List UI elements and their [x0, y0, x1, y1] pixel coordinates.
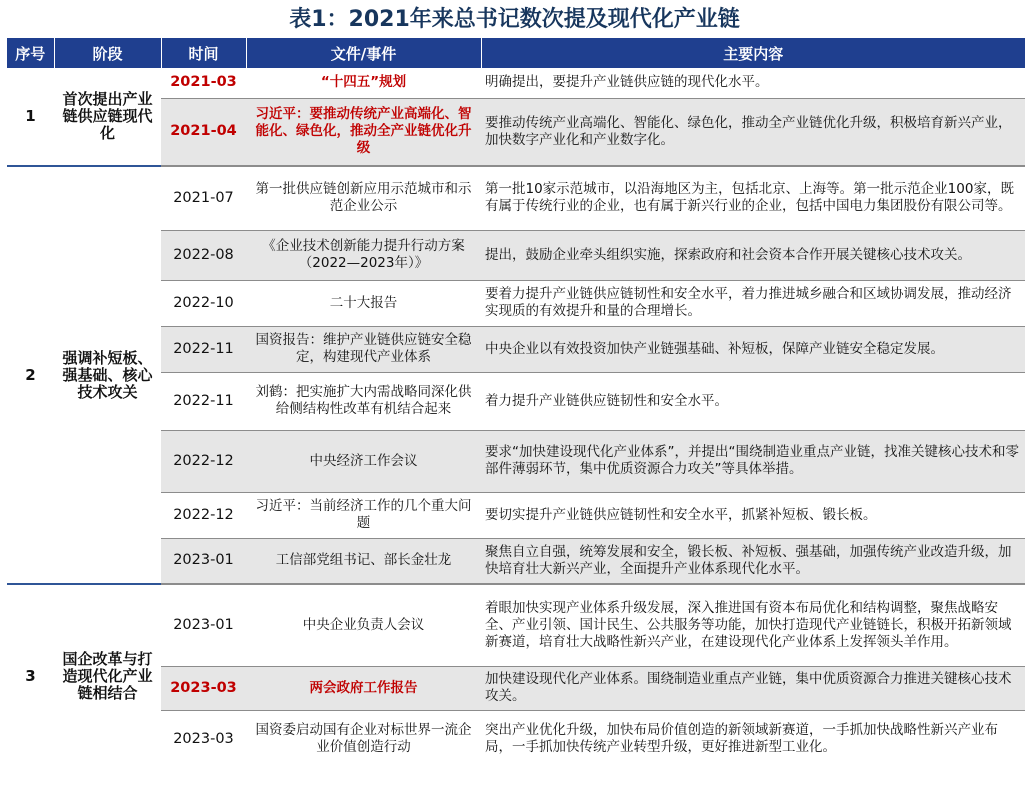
group-number: 2: [7, 166, 54, 584]
row-event: 二十大报告: [246, 280, 481, 326]
row-time: 2022-12: [161, 492, 246, 538]
group-stage: 强调补短板、强基础、核心技术攻关: [54, 166, 161, 584]
header-no: 序号: [7, 38, 54, 68]
row-event: 国资委启动国有企业对标世界一流企业价值创造行动: [255, 722, 472, 756]
row-time: 2022-12: [161, 430, 246, 492]
row-content: 突出产业优化升级，加快布局价值创造的新领域新赛道，一手抓加快战略性新兴产业布局，一手抓加快传统产业转型升级，更好推进新型工业化。: [485, 722, 998, 756]
row-event: 习近平：要推动传统产业高端化、智能化、绿色化，推动全产业链优化升级: [246, 98, 481, 166]
row-content: 着眼加快实现产业体系升级发展，深入推进国有资本布局优化和结构调整，聚焦战略安全、产业引领、国计民生、公共服务等功能，加快打造现代产业链链长，积极开拓新领域新赛道，培育壮大战略性新兴产业，在建设现代化产业体系上发挥领头羊作用。: [481, 584, 1025, 666]
group-number: 3: [7, 584, 54, 768]
row-content: 明确提出，要提升产业链供应链的现代化水平。: [481, 68, 1025, 98]
row-time: 2023-03: [161, 666, 246, 710]
row-content: 加快建设现代化产业体系。围绕制造业重点产业链，集中优质资源合力推进关键核心技术攻关。: [481, 666, 1025, 710]
row-content: 要求“加快建设现代化产业体系”，并提出“围绕制造业重点产业链，找准关键核心技术和零部件薄弱环节，集中优质资源合力攻关”等具体举措。: [481, 430, 1025, 492]
row-time: 2022-10: [161, 280, 246, 326]
row-content: 聚焦自立自强，统筹发展和安全，锻长板、补短板、强基础，加强传统产业改造升级，加快培育壮大新兴产业，全面提升产业体系现代化水平。: [481, 538, 1025, 584]
table-title: 表1：2021年来总书记数次提及现代化产业链: [289, 7, 740, 32]
row-event: 习近平：当前经济工作的几个重大问题: [246, 492, 481, 538]
row-event: 中央企业负责人会议: [246, 584, 481, 666]
row-content: 提出，鼓励企业牵头组织实施，探索政府和社会资本合作开展关键核心技术攻关。: [481, 230, 1025, 280]
row-event: 国资报告：维护产业链供应链安全稳定，构建现代产业体系: [246, 326, 481, 372]
row-time: 2023-03: [173, 730, 234, 747]
row-time: 2022-11: [161, 326, 246, 372]
row-content: 要着力提升产业链供应链韧性和安全水平，着力推进城乡融合和区域协调发展，推动经济实现质的有效提升和量的合理增长。: [481, 280, 1025, 326]
row-content: 要推动传统产业高端化、智能化、绿色化，推动全产业链优化升级，积极培育新兴产业，加快数字产业化和产业数字化。: [481, 98, 1025, 166]
table-row: [7, 68, 1025, 98]
row-event: 两会政府工作报告: [246, 666, 481, 710]
row-content: 着力提升产业链供应链韧性和安全水平。: [481, 372, 1025, 430]
table-row: [7, 584, 1025, 666]
row-time: 2022-08: [161, 230, 246, 280]
row-content: 中央企业以有效投资加快产业链强基础、补短板，保障产业链安全稳定发展。: [481, 326, 1025, 372]
row-event: 工信部党组书记、部长金壮龙: [246, 538, 481, 584]
header-content: 主要内容: [481, 38, 1025, 68]
group-number: 1: [7, 68, 54, 166]
header-event: 文件/事件: [246, 38, 481, 68]
row-event: “十四五”规划: [246, 68, 481, 98]
header-time: 时间: [161, 38, 246, 68]
table-row: [7, 166, 1025, 230]
row-event: 《企业技术创新能力提升行动方案（2022—2023年）》: [246, 230, 481, 280]
row-event: 刘鹤：把实施扩大内需战略同深化供给侧结构性改革有机结合起来: [246, 372, 481, 430]
row-time: 2022-11: [161, 372, 246, 430]
header-row: [7, 38, 1025, 68]
row-time: 2023-01: [161, 538, 246, 584]
row-time: 2021-04: [161, 98, 246, 166]
row-time: 2023-01: [161, 584, 246, 666]
row-event: 第一批供应链创新应用示范城市和示范企业公示: [246, 166, 481, 230]
row-content: 第一批10家示范城市，以沿海地区为主，包括北京、上海等。第一批示范企业100家，既有属于传统行业的企业，也有属于新兴行业的企业，包括中国电力集团股份有限公司等。: [481, 166, 1025, 230]
header-stage: 阶段: [54, 38, 161, 68]
row-content: 要切实提升产业链供应链韧性和安全水平，抓紧补短板、锻长板。: [481, 492, 1025, 538]
group-stage: 国企改革与打造现代化产业链相结合: [54, 584, 161, 768]
group-stage: 首次提出产业链供应链现代化: [54, 68, 161, 166]
row-time: 2021-03: [161, 68, 246, 98]
row-time: 2021-07: [161, 166, 246, 230]
policy-table: [7, 38, 1025, 768]
row-event: 中央经济工作会议: [246, 430, 481, 492]
